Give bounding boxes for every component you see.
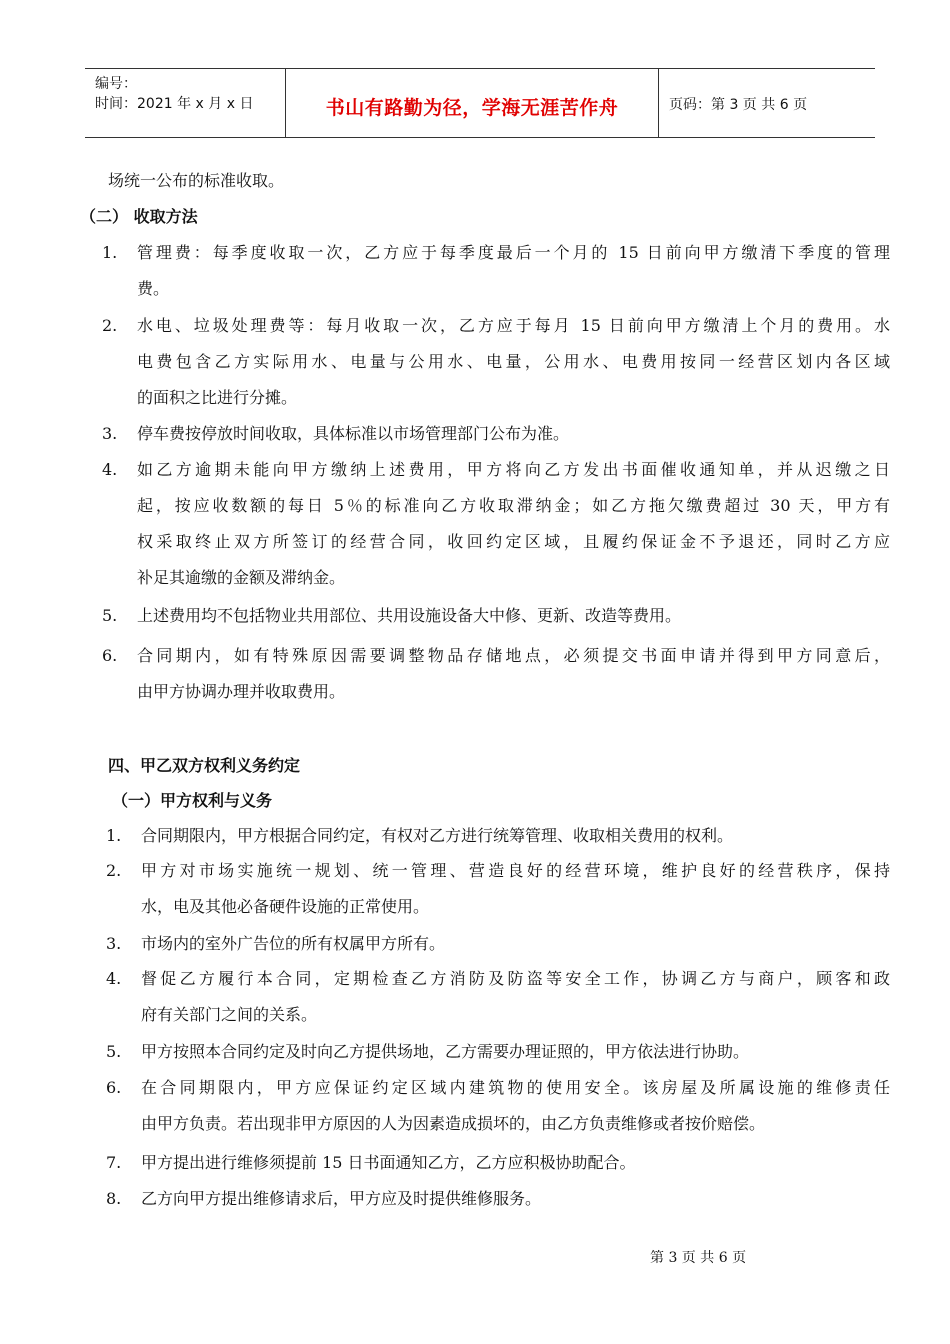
list-item-number: 6. bbox=[102, 646, 118, 665]
list-item-line: 市场内的室外广告位的所有权属甲方所有。 bbox=[141, 934, 446, 953]
list-item-number: 2. bbox=[106, 861, 122, 880]
list-item-line: 停车费按停放时间收取，具体标准以市场管理部门公布为准。 bbox=[137, 424, 570, 443]
list-item-line: 由甲方协调办理并收取费用。 bbox=[137, 682, 346, 701]
list-item-line: 管理费：每季度收取一次，乙方应于每季度最后一个月的 15 日前向甲方缴清下季度的管理 bbox=[137, 243, 890, 262]
list-item-number: 8. bbox=[106, 1189, 122, 1208]
list-item-number: 2. bbox=[102, 316, 118, 335]
list-item-line: 督促乙方履行本合同，定期检查乙方消防及防盗等安全工作，协调乙方与商户，顾客和政 bbox=[141, 969, 890, 988]
list-item-line: 甲方对市场实施统一规划、统一管理、营造良好的经营环境，维护良好的经营秩序，保持 bbox=[141, 861, 890, 880]
list-item-line: 水电、垃圾处理费等：每月收取一次，乙方应于每月 15 日前向甲方缴清上个月的费用。水 bbox=[137, 316, 890, 335]
list-item-number: 3. bbox=[102, 424, 118, 443]
list-item-line: 费。 bbox=[137, 279, 170, 298]
section-heading: 四、甲乙双方权利义务约定 bbox=[108, 756, 301, 775]
header-motto-cell bbox=[285, 69, 659, 137]
list-item-line: 如乙方逾期未能向甲方缴纳上述费用，甲方将向乙方发出书面催收通知单，并从迟缴之日 bbox=[137, 460, 890, 479]
list-item-line: 乙方向甲方提出维修请求后，甲方应及时提供维修服务。 bbox=[141, 1189, 542, 1208]
section-heading: （二） 收取方法 bbox=[80, 207, 198, 226]
list-item-number: 7. bbox=[106, 1153, 122, 1172]
list-item-line: 上述费用均不包括物业共用部位、共用设施设备大中修、更新、改造等费用。 bbox=[137, 606, 682, 625]
header-page-label: 页码：第 3 页 共 6 页 bbox=[669, 97, 808, 113]
list-item-number: 4. bbox=[106, 969, 122, 988]
list-item-line: 权采取终止双方所签订的经营合同，收回约定区域，且履约保证金不予退还，同时乙方应 bbox=[137, 532, 890, 551]
document-header bbox=[85, 68, 875, 138]
list-item-number: 4. bbox=[102, 460, 118, 479]
list-item-number: 1. bbox=[102, 243, 118, 262]
list-item-line: 的面积之比进行分摊。 bbox=[137, 388, 298, 407]
list-item-line: 府有关部门之间的关系。 bbox=[141, 1005, 318, 1024]
list-item-line: 合同期限内，甲方根据合同约定，有权对乙方进行统筹管理、收取相关费用的权利。 bbox=[141, 826, 734, 845]
list-item-line: 由甲方负责。若出现非甲方原因的人为因素造成损坏的，由乙方负责维修或者按价赔偿。 bbox=[141, 1114, 766, 1133]
list-item-number: 5. bbox=[102, 606, 118, 625]
list-item-line: 甲方提出进行维修须提前 15 日书面通知乙方，乙方应积极协助配合。 bbox=[141, 1153, 636, 1172]
page-footer: 第 3 页 共 6 页 bbox=[650, 1250, 747, 1266]
header-left-cell bbox=[85, 69, 285, 137]
header-page-cell bbox=[659, 69, 875, 137]
subsection-heading: （一）甲方权利与义务 bbox=[112, 791, 273, 810]
header-motto: 书山有路勤为径，学海无涯苦作舟 bbox=[325, 97, 619, 119]
list-item-line: 起，按应收数额的每日 5％的标准向乙方收取滞纳金；如乙方拖欠缴费超过 30 天，甲方有 bbox=[137, 496, 890, 515]
list-item-line: 电费包含乙方实际用水、电量与公用水、电量，公用水、电费用按同一经营区划内各区域 bbox=[137, 352, 890, 371]
list-item-number: 3. bbox=[106, 934, 122, 953]
list-item-line: 合同期内，如有特殊原因需要调整物品存储地点，必须提交书面申请并得到甲方同意后， bbox=[137, 646, 890, 665]
document-number-label: 编号： bbox=[95, 76, 137, 92]
list-item-line: 补足其逾缴的金额及滞纳金。 bbox=[137, 568, 346, 587]
list-item-number: 5. bbox=[106, 1042, 122, 1061]
list-item-number: 1. bbox=[106, 826, 122, 845]
list-item-number: 6. bbox=[106, 1078, 122, 1097]
list-item-line: 水，电及其他必备硬件设施的正常使用。 bbox=[141, 897, 430, 916]
list-item-line: 甲方按照本合同约定及时向乙方提供场地，乙方需要办理证照的，甲方依法进行协助。 bbox=[141, 1042, 750, 1061]
paragraph-line: 场统一公布的标准收取。 bbox=[108, 171, 285, 190]
list-item-line: 在合同期限内，甲方应保证约定区域内建筑物的使用安全。该房屋及所属设施的维修责任 bbox=[141, 1078, 890, 1097]
document-date-label: 时间：2021 年 x 月 x 日 bbox=[95, 96, 254, 112]
